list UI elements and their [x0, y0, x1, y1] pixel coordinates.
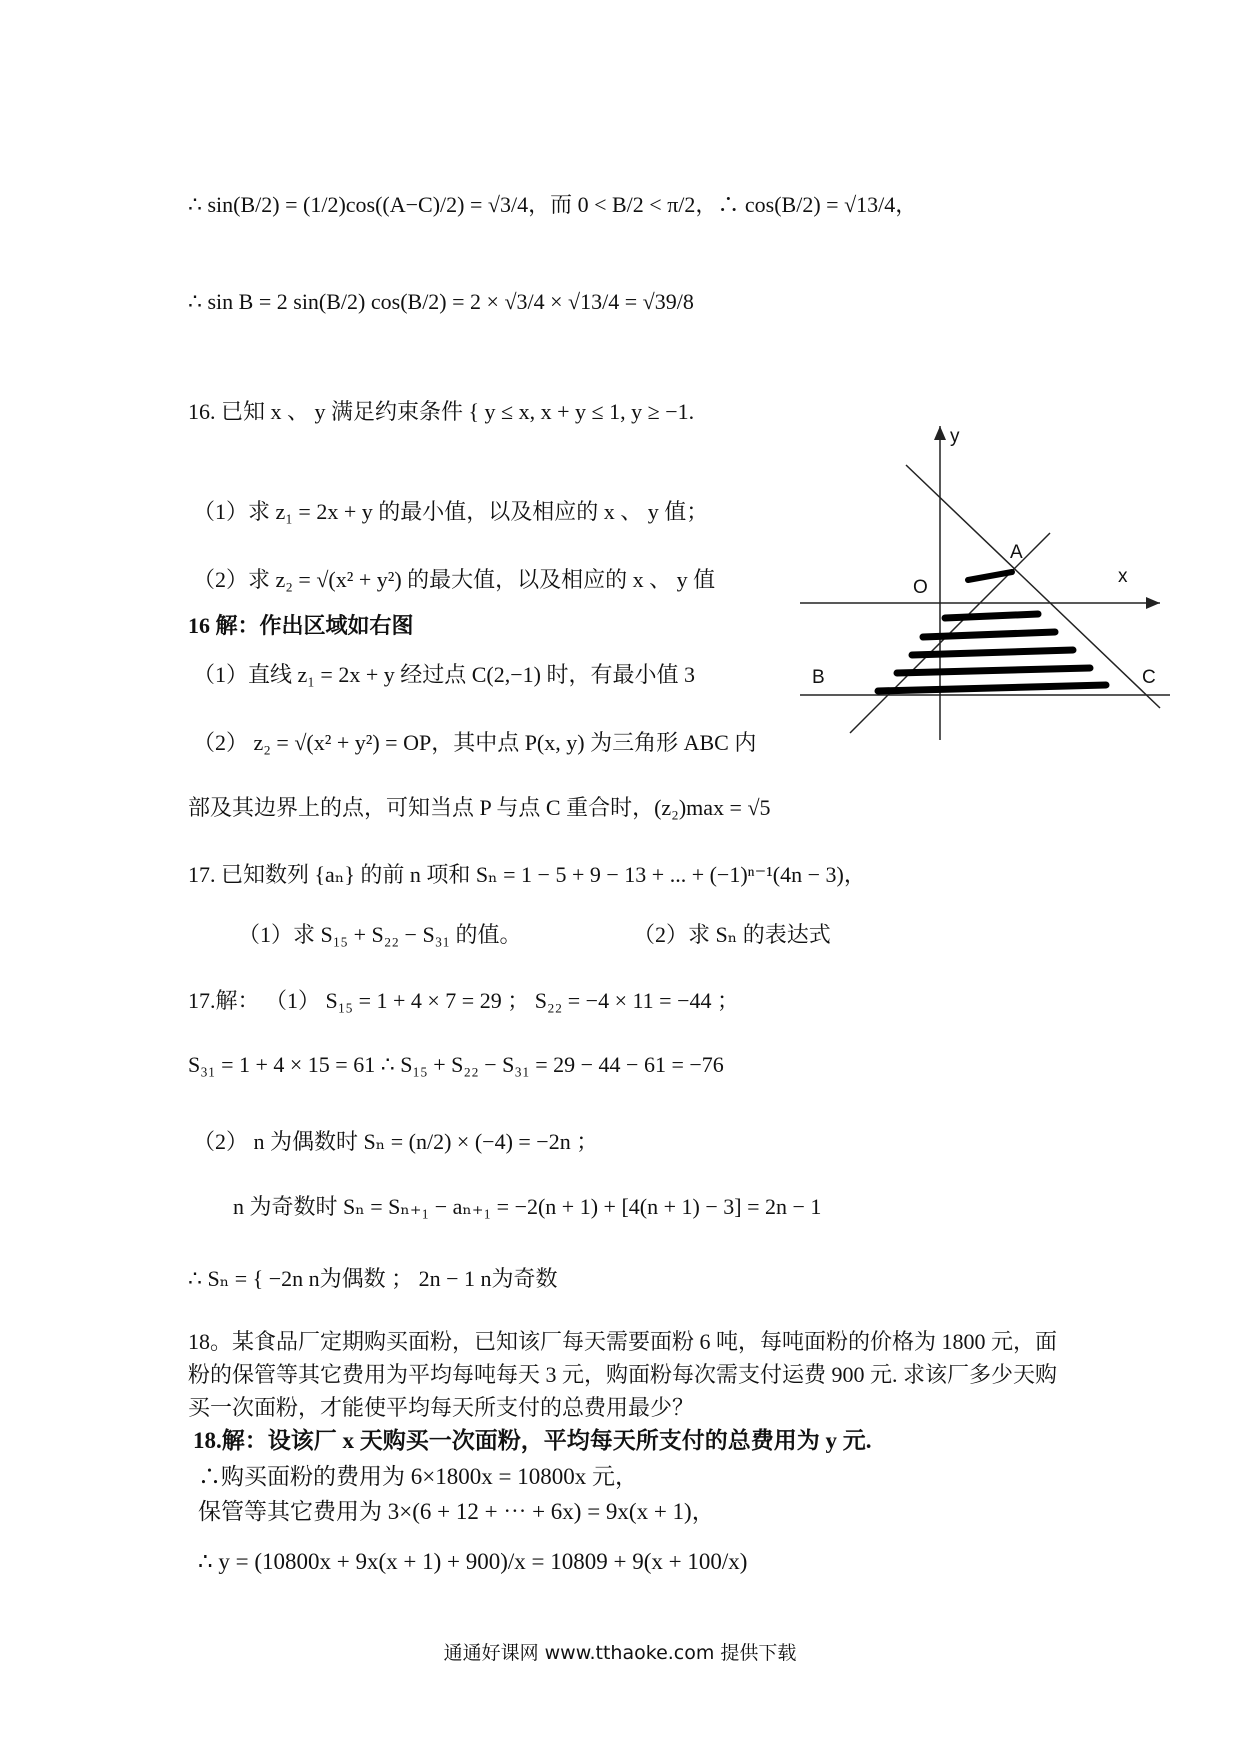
derivation-line-1: ∴ sin(B/2) = (1/2)cos((A−C)/2) = √3/4，而 0 < B/2 < π/2，∴ cos(B/2) = √13/4，: [188, 192, 918, 217]
feasible-region-graph: [800, 420, 1180, 750]
y-axis-label: y: [950, 426, 960, 447]
solution-18-storage-cost: 保管等其它费用为 3×(6 + 12 + ⋯ + 6x) = 9x(x + 1)，: [198, 1499, 715, 1524]
x-axis-label: x: [1118, 566, 1128, 587]
solution-17-part-2-even: （2） n 为偶数时 Sₙ = (n/2) × (−4) = −2n ；: [193, 1129, 599, 1154]
solution-17-part-1: 17.解： （1） S₁₅ = 1 + 4 × 7 = 29 ； S₂₂ = −4 × 11 = −44 ；: [188, 988, 739, 1013]
footer-credit: 通通好课网 www.tthaoke.com 提供下载: [443, 1642, 797, 1664]
solution-17-part-2-odd: n 为奇数时 Sₙ = Sₙ₊₁ − aₙ₊₁ = −2(n + 1) + [4(n + 1) − 3] = 2n − 1: [233, 1194, 822, 1219]
solution-16-part-2: （2） z₂ = √(x² + y²) = OP，其中点 P(x, y) 为三角形 ABC 内: [193, 730, 757, 755]
problem-18-statement: 18。某食品厂定期购买面粉，已知该厂每天需要面粉 6 吨，每吨面粉的价格为 1800 元，面粉的保管等其它费用为平均每吨每天 3 元，购面粉每次需支付运费 900 元. 求该厂多少天购买一次面粉，才能使平均每天所支付的总费用最少？: [188, 1329, 1058, 1420]
point-b-label: B: [812, 667, 825, 688]
derivation-line-2: ∴ sin B = 2 sin(B/2) cos(B/2) = 2 × √3/4 × √13/4 = √39/8: [188, 289, 694, 314]
solution-18-setup: 18.解：设该厂 x 天购买一次面粉，平均每天所支付的总费用为 y 元.: [193, 1428, 872, 1453]
point-c-label: C: [1142, 667, 1156, 688]
y-axis-arrow: [934, 426, 946, 440]
solution-16-part-1: （1）直线 z₁ = 2x + y 经过点 C(2,−1) 时，有最小值 3: [193, 662, 695, 687]
problem-17-statement: 17. 已知数列 {aₙ} 的前 n 项和 Sₙ = 1 − 5 + 9 − 13 + ... + (−1)ⁿ⁻¹(4n − 3)，: [188, 862, 866, 887]
solution-18-flour-cost: ∴购买面粉的费用为 6×1800x = 10800x 元，: [198, 1464, 638, 1489]
solution-17-part-1-continued: S₃₁ = 1 + 4 × 15 = 61 ∴ S₁₅ + S₂₂ − S₃₁ = 29 − 44 − 61 = −76: [188, 1052, 724, 1077]
problem-17-question-1: （1）求 S₁₅ + S₂₂ − S₃₁ 的值。: [238, 922, 522, 947]
solution-18-average-cost: ∴ y = (10800x + 9x(x + 1) + 900)/x = 10809 + 9(x + 100/x): [198, 1549, 748, 1574]
problem-17-question-2: （2）求 Sₙ 的表达式: [633, 922, 831, 947]
problem-16-question-1: （1）求 z₁ = 2x + y 的最小值，以及相应的 x 、 y 值；: [193, 499, 709, 524]
point-a-label: A: [1010, 542, 1023, 563]
problem-16-statement: 16. 已知 x 、 y 满足约束条件 { y ≤ x, x + y ≤ 1, y ≥ −1.: [188, 399, 695, 424]
solution-17-piecewise-result: ∴ Sₙ = { −2n n为偶数 ； 2n − 1 n为奇数: [188, 1266, 558, 1291]
x-axis-arrow: [1146, 597, 1160, 609]
problem-16-question-2: （2）求 z₂ = √(x² + y²) 的最大值，以及相应的 x 、 y 值: [193, 567, 716, 592]
solution-16-heading: 16 解：作出区域如右图: [188, 613, 414, 638]
solution-16-part-2-continued: 部及其边界上的点，可知当点 P 与点 C 重合时，(z₂)max = √5: [188, 795, 771, 820]
origin-label: O: [913, 577, 928, 598]
